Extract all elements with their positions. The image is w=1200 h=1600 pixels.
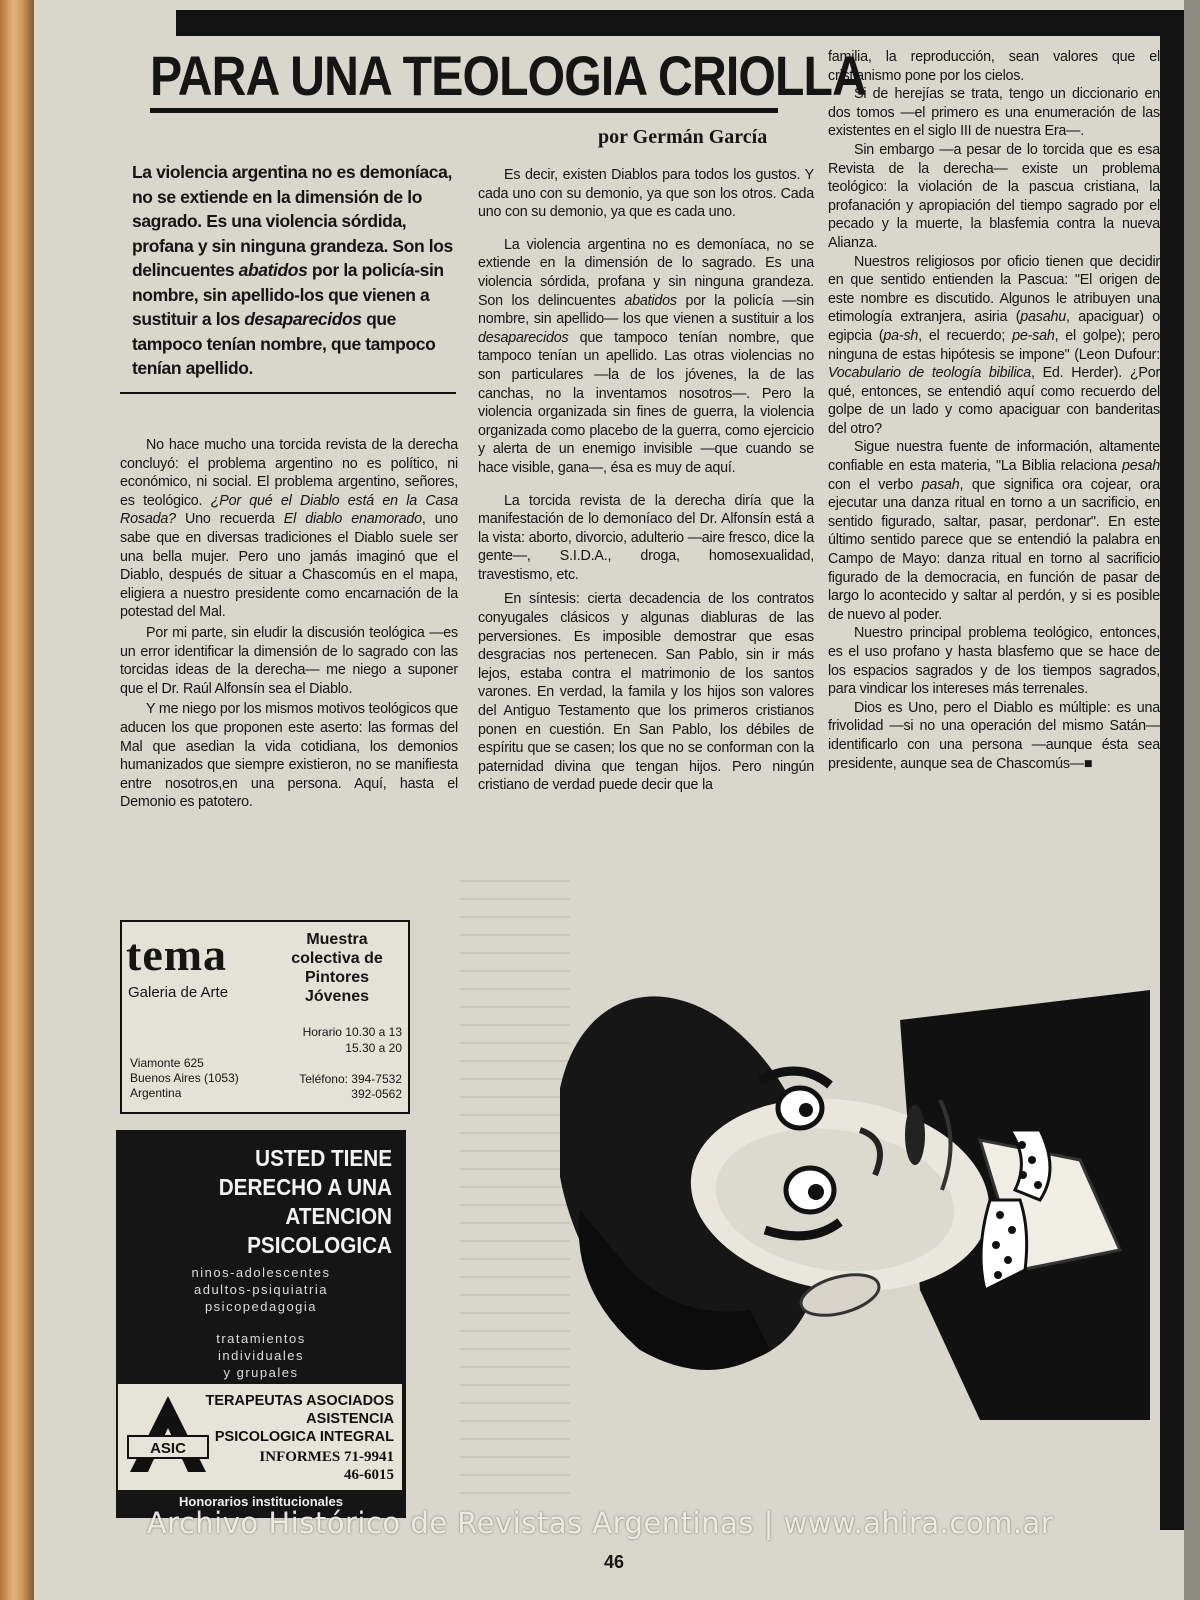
- tema-hours: [290, 1024, 402, 1056]
- column-2: [478, 166, 814, 795]
- paragraph: Sin embargo —a pesar de lo torcida que es esa Revista de la derecha— existe un problema teológico: la violación de la pascua cristiana, la profanación y apropiación del tiempo sagrado por el pecado y la muerte, la blasfemia contra la nueva Alianza.: [828, 141, 1160, 251]
- psi-org-2: ASISTENCIA: [306, 1411, 394, 1427]
- psi-org-3: PSICOLOGICA INTEGRAL: [214, 1429, 394, 1445]
- psi-service: tratamientos: [216, 1331, 306, 1346]
- tema-phone-2: 392-0562: [351, 1087, 402, 1101]
- tema-address-1: Viamonte 625: [130, 1056, 204, 1070]
- page-number: 46: [604, 1552, 625, 1572]
- lead-rule: [120, 392, 456, 394]
- column-3: [828, 48, 1160, 773]
- tema-address-3: Argentina: [130, 1086, 182, 1100]
- tema-logo: tema: [126, 929, 228, 980]
- paragraph: Por mi parte, sin eludir la discusión teológica —es un error identificar la dimensión de lo sagrado con las torcidas ideas de la derecha— me niego a suponer que el Dr. Raúl Alfonsín sea el Diablo.: [120, 624, 458, 697]
- paragraph: familia, la reproducción, sean valores que el cristianismo pone por los cielos.: [828, 49, 1160, 84]
- tema-hours-2: 15.30 a 20: [345, 1041, 402, 1055]
- psi-organization: [194, 1392, 394, 1446]
- column-1: [120, 436, 458, 812]
- psi-footer: Honorarios institucionales: [179, 1494, 343, 1509]
- tema-hours-1: Horario 10.30 a 13: [302, 1025, 402, 1039]
- title-underline: [150, 108, 778, 113]
- devil-caricature-illustration: [560, 990, 1150, 1420]
- paragraph: La violencia argentina no es demoníaca, no se extiende en la dimensión de lo sagrado. Es una violencia sórdida, profana y sin ninguna grandeza. Son los delincuentes abatidos por la policía —sin nombre, sin apellido— los que vienen a sustituir a los desaparecidos que tampoco tenían nombre, que tampoco tenían un apellido. Las otras violencias no son particulares —la de los jóvenes, la de las canchas, no la inventamos nosotros—. Pero la violencia organizada sin fines de guerra, la violencia organizada como placebo de la guerra, como ejercicio y alerta de un enemigo invisible —que cuando se hace visible, gana—, ésa es muy de aquí.: [478, 236, 814, 476]
- tema-address: [130, 1056, 239, 1101]
- psi-services-2: [116, 1330, 406, 1381]
- right-black-bar: [1160, 10, 1184, 1530]
- tema-gallery-ad: [120, 920, 410, 1114]
- tema-show-title: Muestra colectiva de Pintores Jóvenes: [291, 931, 383, 1005]
- psi-headline-2: DERECHO A UNA: [218, 1174, 392, 1200]
- paragraph: En síntesis: cierta decadencia de los contratos conyugales clásicos y algunas diabluras de las perversiones. Es imposible demostrar que esas desgracias nos pertenecen. San Pablo, sin ir más lejos, estaba contra el matrimonio de los santos varones. En verdad, la famila y los hijos son valores del Antiguo Testamento que los primeros cristianos ponen en cuestión. En San Pablo, los débiles de espíritu que se casen; los que no se conforman con la paternidad divina que tengan hijos. Pero ningún cristiano de verdad puede decir que la: [478, 591, 814, 794]
- psi-phone-2: 46-6015: [344, 1467, 394, 1483]
- psi-org-1: TERAPEUTAS ASOCIADOS: [205, 1393, 394, 1409]
- asic-logo-text: ASIC: [150, 1440, 186, 1457]
- psi-service: y grupales: [223, 1365, 299, 1380]
- psi-service: ninos-adolescentes: [191, 1265, 331, 1280]
- psi-services-1: [116, 1264, 406, 1315]
- article-lead: La violencia argentina no es demoníaca, no se extiende en la dimensión de lo sagrado. Es una violencia sórdida, profana y sin ninguna grandeza. Son los delincuentes abatidos por la policía-sin nombre, sin apellido-los que vienen a sustituir a los desaparecidos que tampoco tenían nombre, que tampoco tenían apellido.: [132, 162, 453, 378]
- psi-informes: [214, 1448, 394, 1484]
- psi-service: individuales: [218, 1348, 304, 1363]
- psi-phone-1: INFORMES 71-9941: [259, 1449, 394, 1465]
- psi-headline: [158, 1144, 392, 1260]
- paragraph: Nuestro principal problema teológico, entonces, es el uso profano y hasta blasfemo que se hace de los espacios sagrados y de los tiempos sagrados, para vindicar los intereses más terrenales.: [828, 625, 1160, 698]
- psi-service: psicopedagogia: [204, 1299, 318, 1314]
- tema-phones: [272, 1072, 402, 1102]
- psi-headline-1: USTED TIENE: [255, 1145, 392, 1171]
- psi-service: adultos-psiquiatria: [193, 1282, 328, 1297]
- paragraph: Y me niego por los mismos motivos teológicos que aducen los que proponen este aserto: las formas del Mal que asedian la vida cotidiana, los demonios humanizados que siempre existieron, no se manifiesta entre nosotros,en una persona. Aquí, hasta el Demonio es patotero.: [120, 701, 458, 811]
- paragraph: Sigue nuestra fuente de información, altamente confiable en esta materia, "La Biblia relaciona pesah con el verbo pasah, que significa ora cojear, ora ejecutar una danza ritual en torno a un sacrificio, en sentido figurado, saltar, pasar, perdonar". En este último sentido parece que se entendió la palabra en Campo de Mayo: danza ritual en torno al sacrificio figurado de la democracia, en función de pasar de largo lo acontecido y saltar al perdón, y si es posible de nuevo al poder.: [828, 439, 1160, 623]
- top-black-bar: [176, 10, 1176, 36]
- psi-headline-3: ATENCION: [285, 1203, 392, 1229]
- magazine-binding: [0, 0, 34, 1600]
- psi-headline-4: PSICOLOGICA: [247, 1232, 392, 1258]
- archive-watermark: Archivo Histórico de Revistas Argentinas | www.ahira.com.ar: [146, 1506, 1054, 1540]
- psi-contact-box: [118, 1384, 402, 1490]
- paragraph: No hace mucho una torcida revista de la derecha concluyó: el problema argentino no es político, ni económico, ni social. El problema argentino, señores, es teológico. ¿Por qué el Diablo está en la Casa Rosada? Uno recuerda El diablo enamorado, uno sabe que en diversas tradiciones el Diablo suele ser una bella mujer. Pero uno jamás imaginó que el Diablo, después de situar a Chascomús en el mapa, eligiera a nuestro presidente como encarnación de la potestad del Mal.: [120, 437, 458, 621]
- article-title: PARA UNA TEOLOGIA CRIOLLA: [150, 44, 867, 107]
- paragraph: Es decir, existen Diablos para todos los gustos. Y cada uno con su demonio, ya que son los otros. Cada uno con su demonio, ya que es cada uno.: [478, 167, 814, 221]
- tema-phone-1: Teléfono: 394-7532: [299, 1072, 402, 1086]
- tema-address-2: Buenos Aires (1053): [130, 1071, 239, 1085]
- show-through-text: [460, 880, 570, 1500]
- tema-subtitle: Galeria de Arte: [128, 984, 229, 1001]
- paragraph: La torcida revista de la derecha diría que la manifestación de lo demoníaco del Dr. Alfonsín está a la vista: aborto, divorcio, adulterio —aire fresco, dice la gente—, S.I.D.A., droga, homosexualidad, travestismo, etc.: [478, 492, 814, 583]
- article-byline: por Germán García: [598, 126, 768, 148]
- paragraph: Si de herejías se trata, tengo un diccionario en dos tomos —el primero es una enumeración de las existentes en el siglo III de nuestra Era—.: [828, 86, 1160, 140]
- paragraph: Dios es Uno, pero el Diablo es múltiple: es una frivolidad —si no una operación del mismo Satán— identificarlo con una persona —aunque ésta sea presidente, aunque sea de Chascomús—■: [828, 699, 1160, 772]
- psychology-ad: [116, 1130, 406, 1518]
- paragraph: Nuestros religiosos por oficio tienen que decidir en que sentido entienden la Pascua: "El origen de este nombre es discutido. Algunos le atribuyen una etimología extranjera, asiria (pasahu, apaciguar) o egipcia (pa-sh, el recuerdo; pe-sah, el golpe); pero ninguna de estas hipótesis se impone" (Leon Dufour: Vocabulario de teología bibilica, Ed. Herder). ¿Por qué, entonces, se entendió aquí como recuerdo del golpe de un lado y como apaciguar con banderitas del otro?: [828, 253, 1161, 437]
